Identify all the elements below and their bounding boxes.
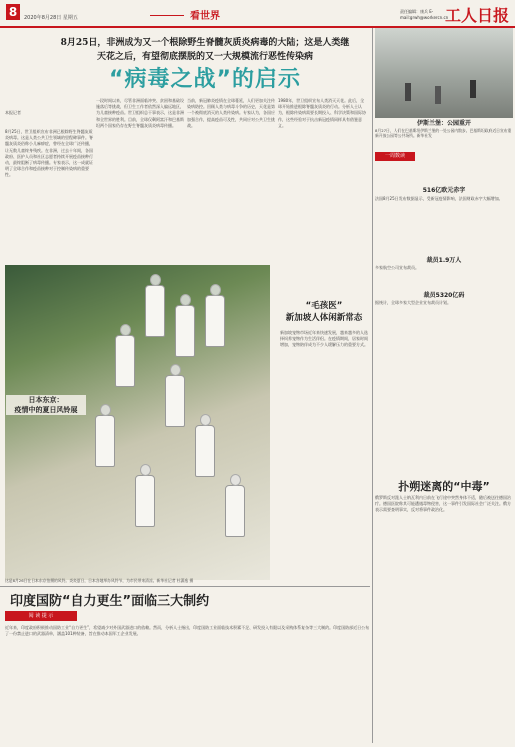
number-item-3-text: 多家航空公司宣布裁员。: [375, 265, 419, 270]
article-column-1: [5, 98, 93, 258]
person-figure: [435, 86, 441, 104]
box-text: 新加坡宠物市场近年来快速发展，越来越多的人选择饲养宠物作为生活伴侣。在疫情期间，居家时间增加，宠物陪伴成为不少人缓解压力的重要方式。: [280, 330, 368, 348]
chime-strip: [115, 335, 135, 387]
park-photo: [375, 28, 513, 118]
number-item-2: 裁员5320亿码: [423, 292, 465, 299]
park-photo-note: 8月27日，人们在巴基斯坦伊斯兰堡的一处公园内散步。巴基斯坦政府近日宣布重新开放公园等公共场所。新华社发: [375, 128, 512, 138]
right-headline: 扑朔迷离的“中毒”: [398, 480, 490, 493]
chime-strip: [205, 295, 225, 347]
byline: 本报记者: [5, 110, 21, 116]
reading-tip-tag: 阅 读 提 示: [5, 611, 77, 621]
weekly-numbers-tag: 一周数读: [375, 152, 415, 161]
chime-strip: [135, 475, 155, 527]
box-headline: “毛孩医” 新加坡人体闲新常态: [285, 301, 363, 323]
editor-info: 责任编辑：康兵 E-mail:grwh@workercn.cn: [400, 9, 449, 20]
number-item-3: 裁员1.9万人: [426, 257, 462, 264]
number-item-1-text: 法国8月25日发布数据显示，受新冠疫情影响，法国财政赤字大幅增加。: [375, 196, 503, 201]
section-title: 看世界: [190, 7, 220, 22]
article-column-3: 当前，新冠肺炎疫情在全球蔓延，人们更加关注传染病防控。回顾人类与病毒斗争的历史，天花是第一个被彻底消灭的人类传染病。专家认为，各国应加强合作，提高疫苗可及性，共同应对公共卫生挑战。: [187, 98, 275, 128]
number-item-1: 516亿欧元赤字: [422, 187, 466, 194]
issue-date: 2020年8月28日 星期五: [24, 15, 78, 21]
person-figure: [470, 80, 476, 98]
main-headline: “病毒之战”的启示: [109, 67, 301, 92]
person-figure: [405, 83, 411, 101]
photo-headline: 日本东京： 疫情中的夏日风铃展: [6, 395, 86, 415]
article-column-4: 1980年，世卫组织宣布人类消灭天花。此后，全球开始推进根除脊髓灰质炎的行动。分析人士认为，根除传染病需要长期投入、科学决策和国际协作，这些经验对于抗击新冠疫情同样具有借鉴意义。: [278, 98, 366, 128]
wind-chime-photo: [5, 265, 270, 580]
chime-strip: [95, 415, 115, 467]
photo-caption: 这是8月26日在日本东京拍摄的风铃。炎炎夏日，日本各地举办风铃节，为市民带来清凉。新华社记者 杜潇逸 摄: [5, 578, 194, 583]
right-article-text: 俄罗斯反对派人士纳瓦利内日前在飞行途中突然身体不适，随后被送往德国治疗。德国医院称其可能遭遇毒物侵害，这一事件引发国际社会广泛关注。俄方表示需要查明事实，反对将事件政治化。: [375, 495, 511, 513]
park-photo-title: 伊斯兰堡：公园重开: [416, 120, 471, 127]
chime-strip: [175, 305, 195, 357]
page-number: 8: [6, 4, 20, 20]
column-divider: [372, 28, 373, 743]
newspaper-logo: 工人日报: [445, 6, 510, 25]
bottom-article-text: 近年来，印度政府积极推动国防工业“自力更生”，希望减少对外国武器进口的依赖。然而，分析人士指出，印度国防工业面临技术积累不足、研发投入有限以及采购体系复杂等三大制约。印度国防部近日公布了一份禁止进口的武器清单，涵盖101种装备，旨在推动本国军工企业发展。: [5, 625, 370, 637]
lead-kicker: 8月25日，非洲成为又一个根除野生脊髓灰质炎病毒的大陆；这是人类继天花之后，有望彻底摆脱的又一大规模流行恶性传染病: [60, 38, 350, 62]
chime-strip: [165, 375, 185, 427]
article-column-2: 一段时间以来，尽管非洲面临冲突、贫困和基础设施落后等挑战，但卫生工作者依然深入偏远地区，为儿童接种疫苗。世卫组织总干事表示，这是非洲和全世界的胜利。目前，全球仅剩阿富汗和巴基斯坦两个国家仍存在野生脊髓灰质炎病毒传播。: [96, 98, 184, 128]
chime-strip: [195, 425, 215, 477]
chime-strip: [225, 485, 245, 537]
number-item-2-text: 据统计，全球多家大型企业宣布裁员计划。: [375, 300, 451, 305]
bottom-headline: 印度国防“自力更生”面临三大制约: [10, 594, 210, 609]
masthead: [0, 0, 515, 28]
divider: [0, 586, 370, 587]
column-1-text: 8月25日，世卫组织宣布非洲已根除野生脊髓灰质炎病毒。这是人类公共卫生领域的里程碑事件。脊髓灰质炎俗称小儿麻痹症，曾经在全球广泛传播，让无数儿童终身残疾。在非洲，过去十年间，各国政府、医护人员和社区志愿者持续开展疫苗接种行动，最终阻断了病毒传播。专家表示，这一成就证明了全球合作和疫苗接种对于控制传染病的重要性。: [5, 129, 93, 178]
chime-strip: [145, 285, 165, 337]
